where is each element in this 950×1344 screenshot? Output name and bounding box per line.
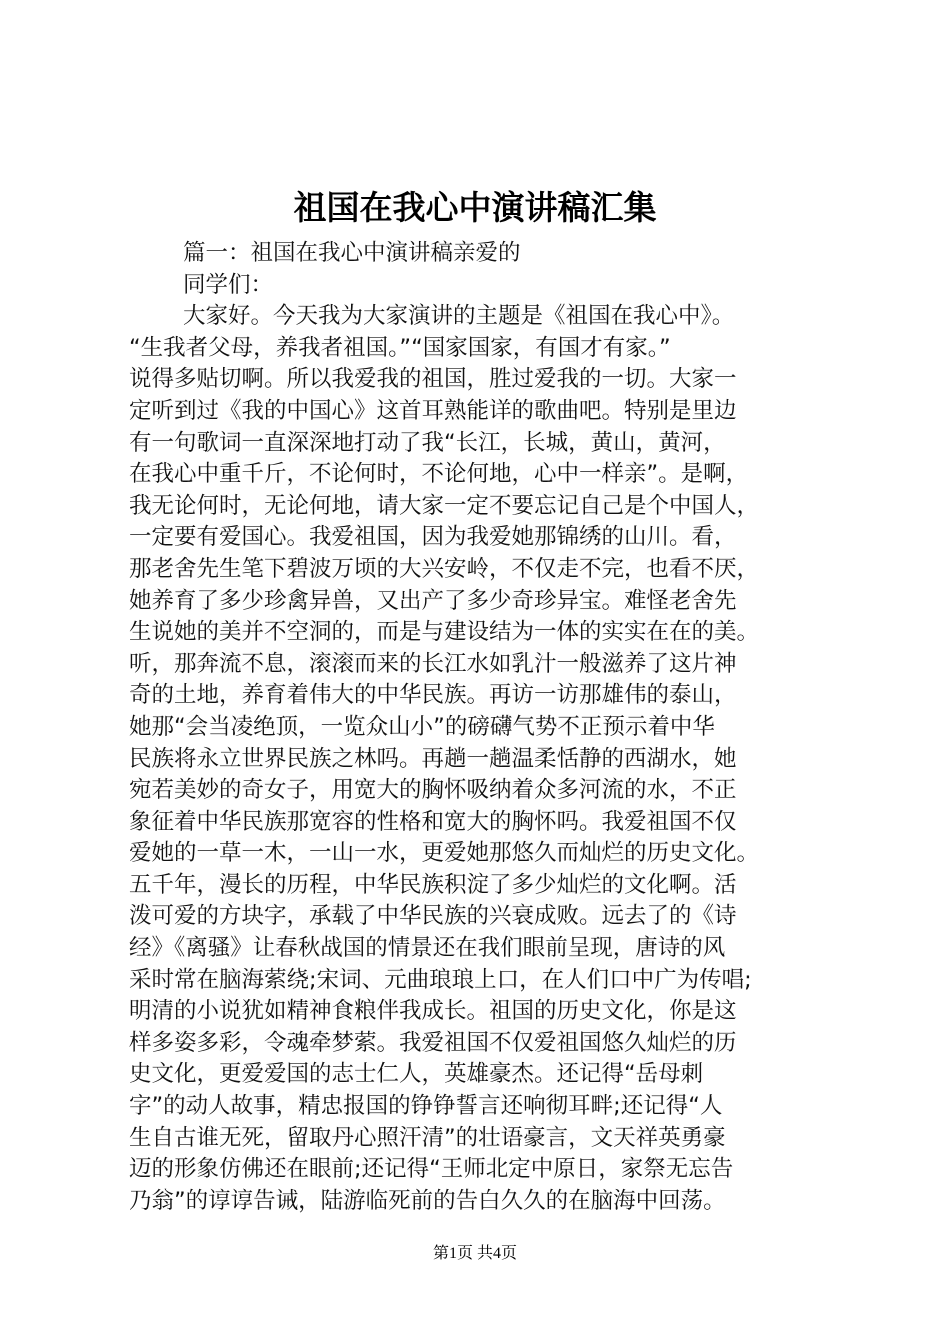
text-line: 我无论何时，无论何地，请大家一定不要忘记自己是个中国人， <box>129 492 760 519</box>
text-line: 有一句歌词一直深深地打动了我“长江，长城，黄山，黄河， <box>129 429 726 456</box>
text-line: 样多姿多彩，令魂牵梦萦。我爱祖国不仅爱祖国悠久灿烂的历 <box>129 1029 737 1056</box>
page-footer: 第1页 共4页 <box>432 1245 517 1262</box>
text-line: 她养育了多少珍禽异兽，又出产了多少奇珍异宝。难怪老舍先 <box>129 587 737 614</box>
text-line: 奇的土地，养育着伟大的中华民族。再访一访那雄伟的泰山， <box>129 682 737 709</box>
text-line: 明清的小说犹如精神食粮伴我成长。祖国的历史文化，你是这 <box>129 998 737 1025</box>
text-line: 迈的形象仿佛还在眼前;还记得“王师北定中原日，家祭无忘告 <box>129 1156 734 1183</box>
text-line: 那老舍先生笔下碧波万顷的大兴安岭，不仅走不完，也看不厌， <box>129 555 760 582</box>
text-line: 象征着中华民族那宽容的性格和宽大的胸怀吗。我爱祖国不仅 <box>129 808 737 835</box>
text-line: 说得多贴切啊。所以我爱我的祖国，胜过爱我的一切。大家一 <box>129 366 737 393</box>
text-line: 生说她的美并不空洞的，而是与建设结为一体的实实在在的美。 <box>129 619 760 646</box>
text-line: 五千年，漫长的历程，中华民族积淀了多少灿烂的文化啊。活 <box>129 871 737 898</box>
text-line: 采时常在脑海萦绕;宋词、元曲琅琅上口，在人们口中广为传唱; <box>129 966 752 993</box>
text-line: “生我者父母，养我者祖国。”“国家国家，有国才有家。” <box>129 334 671 361</box>
text-line: 史文化，更爱爱国的志士仁人，英雄豪杰。还记得“岳母刺 <box>129 1061 704 1088</box>
text-line: 宛若美妙的奇女子，用宽大的胸怀吸纳着众多河流的水，不正 <box>129 777 737 804</box>
text-line: 在我心中重千斤，不论何时，不论何地，心中一样亲”。是啊， <box>129 461 749 488</box>
text-line: 她那“会当凌绝顶，一览众山小”的磅礴气势不正预示着中华 <box>129 713 715 740</box>
text-line: 听，那奔流不息，滚滚而来的长江水如乳汁一般滋养了这片神 <box>129 650 737 677</box>
text-line: 字”的动人故事，精忠报国的铮铮誓言还响彻耳畔;还记得“人 <box>129 1093 723 1120</box>
text-line: 民族将永立世界民族之林吗。再趟一趟温柔恬静的西湖水，她 <box>129 745 737 772</box>
text-line: 泼可爱的方块字，承载了中华民族的兴衰成败。远去了的《诗 <box>129 903 737 930</box>
text-line: 乃翁”的谆谆告诫，陆游临死前的告白久久的在脑海中回荡。 <box>129 1187 726 1214</box>
document-title: 祖国在我心中演讲稿汇集 <box>293 188 657 227</box>
text-line: 同学们： <box>183 271 274 298</box>
text-line: 大家好。今天我为大家演讲的主题是《祖国在我心中》。 <box>183 303 735 330</box>
document-body <box>129 238 834 1217</box>
text-line: 爱她的一草一木，一山一水，更爱她那悠久而灿烂的历史文化。 <box>129 840 760 867</box>
text-line: 一定要有爱国心。我爱祖国，因为我爱她那锦绣的山川。看， <box>129 524 737 551</box>
text-line: 经》《离骚》让春秋战国的情景还在我们眼前呈现，唐诗的风 <box>129 935 726 962</box>
text-line: 定听到过《我的中国心》这首耳熟能详的歌曲吧。特别是里边 <box>129 397 737 424</box>
text-line: 生自古谁无死，留取丹心照汗清”的壮语豪言，文天祥英勇豪 <box>129 1124 726 1151</box>
text-line: 篇一：祖国在我心中演讲稿亲爱的 <box>183 240 521 266</box>
